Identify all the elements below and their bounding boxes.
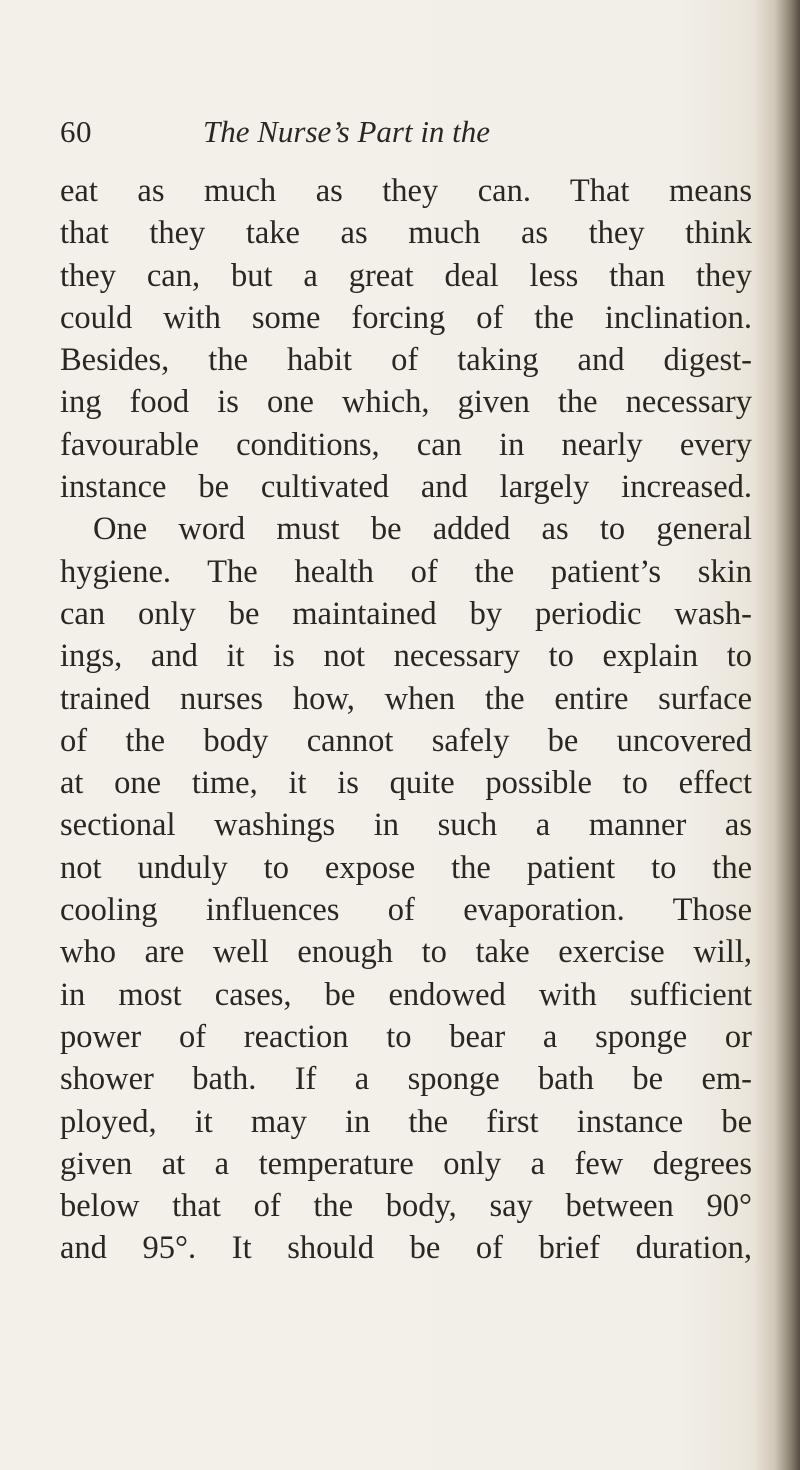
text-line: could with some forcing of the inclination. xyxy=(60,299,752,336)
page-number: 60 xyxy=(60,114,92,149)
text-line: hygiene. The health of the patient’s skin xyxy=(60,553,752,590)
text-line: at one time, it is quite possible to effect xyxy=(60,765,752,802)
text-line: One word must be added as to general xyxy=(93,511,752,548)
text-line: ing food is one which, given the necessary xyxy=(60,384,752,421)
text-line: trained nurses how, when the entire surface xyxy=(60,680,752,717)
text-line: below that of the body, say between 90° xyxy=(60,1188,752,1225)
spine-shadow xyxy=(754,0,800,1470)
running-title: The Nurse’s Part in the xyxy=(203,114,491,149)
text-line: of the body cannot safely be uncovered xyxy=(60,722,752,759)
text-line: shower bath. If a sponge bath be em- xyxy=(60,1061,752,1098)
running-head xyxy=(60,112,640,152)
text-line: who are well enough to take exercise will, xyxy=(60,934,752,971)
text-line: and 95°. It should be of brief duration, xyxy=(60,1230,752,1267)
text-line: can only be maintained by periodic wash- xyxy=(60,595,752,632)
text-line: Besides, the habit of taking and digest- xyxy=(60,342,752,379)
body-text xyxy=(60,170,752,1270)
text-line: in most cases, be endowed with sufficient xyxy=(60,976,752,1013)
text-line: they can, but a great deal less than they xyxy=(60,257,752,294)
text-line: eat as much as they can. That means xyxy=(60,173,752,209)
text-line: that they take as much as they think xyxy=(60,215,752,252)
text-line: power of reaction to bear a sponge or xyxy=(60,1018,752,1055)
text-line: given at a temperature only a few degrees xyxy=(60,1145,752,1182)
text-line: cooling influences of evaporation. Those xyxy=(60,892,752,929)
text-line: not unduly to expose the patient to the xyxy=(60,849,752,886)
text-line: ployed, it may in the first instance be xyxy=(60,1103,752,1140)
text-line: favourable conditions, can in nearly every xyxy=(60,426,752,463)
text-line: sectional washings in such a manner as xyxy=(60,807,752,844)
text-line: instance be cultivated and largely increased. xyxy=(60,469,752,506)
text-line: ings, and it is not necessary to explain to xyxy=(60,638,752,675)
